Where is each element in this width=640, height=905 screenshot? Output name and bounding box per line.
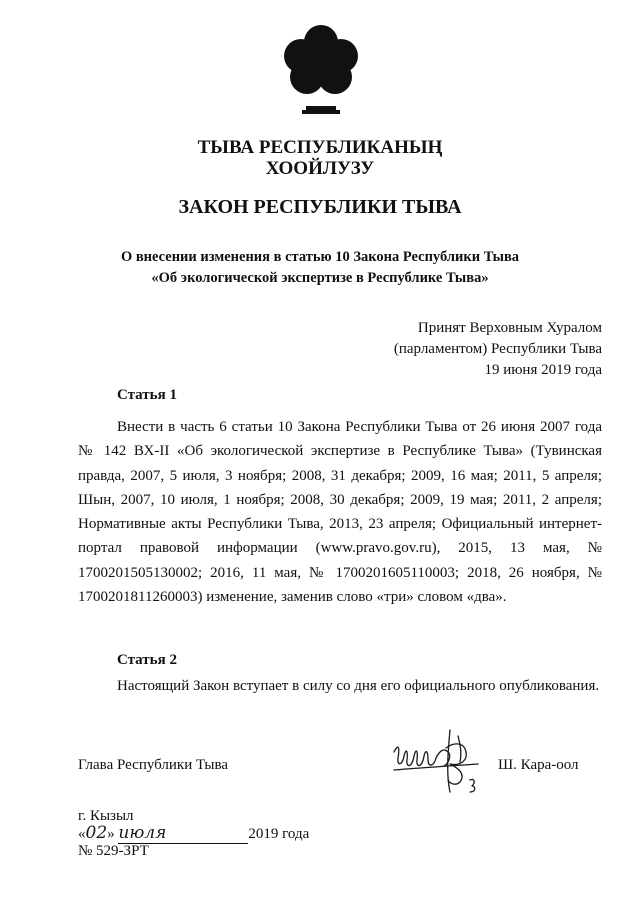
emblem-icon — [280, 22, 362, 116]
handwritten-signature — [388, 722, 484, 800]
date-quote-open: « — [78, 826, 86, 842]
article-1-text — [78, 415, 602, 609]
article-1-line: Шын, 2007, 10 июля, 1 ноября; 2008, 30 декабря; 2009, 19 мая; 2011, 2 апреля; — [78, 491, 602, 508]
signing-date — [78, 823, 309, 844]
subject-line-1: О внесении изменения в статью 10 Закона Республики Тыва — [120, 249, 520, 265]
adoption-line-2: (парламентом) Республики Тыва — [393, 341, 602, 357]
adoption-note — [282, 318, 602, 381]
adoption-date: 19 июня 2019 года — [484, 362, 602, 378]
article-1-heading: Статья 1 — [117, 387, 177, 403]
article-1-line: Нормативные акты Республики Тыва, 2013, 23 апреля; Официальный интернет- — [78, 516, 602, 533]
signatory-name: Ш. Кара-оол — [498, 757, 579, 773]
article-1-line: 1700201811260003) изменение, заменив слово «три» словом «два». — [78, 589, 507, 606]
header-line-1: ТЫВА РЕСПУБЛИКАНЫҢ — [197, 137, 443, 158]
article-2-heading: Статья 2 — [117, 652, 177, 668]
date-month: июля — [118, 823, 248, 844]
article-1-line: правда, 2007, 5 июля, 3 ноября; 2008, 31 декабря; 2009, 16 мая; 2011, 5 апреля; — [78, 467, 602, 484]
header-line-2: ХООЙЛУЗУ — [265, 158, 375, 179]
subject-line-2: «Об экологической экспертизе в Республике Тыва» — [151, 270, 489, 286]
date-day: 02 — [85, 823, 108, 843]
article-1-line: Внести в часть 6 статьи 10 Закона Республики Тыва от 26 июня 2007 года — [117, 419, 602, 435]
law-title: ЗАКОН РЕСПУБЛИКИ ТЫВА — [178, 196, 462, 218]
date-quote-close: » — [107, 826, 115, 842]
article-1-line: портал правовой информации (www.pravo.gov.ru), 2015, 13 мая, № — [78, 540, 602, 557]
signatory-position: Глава Республики Тыва — [78, 757, 229, 773]
article-1-line: 1700201505130002; 2016, 11 мая, № 1700201605110003; 2018, 26 ноября, № — [78, 564, 602, 581]
law-number: № 529-ЗРТ — [78, 843, 149, 859]
article-2-text: Настоящий Закон вступает в силу со дня его официального опубликования. — [117, 678, 600, 694]
adoption-line-1: Принят Верховным Хуралом — [417, 320, 602, 336]
city: г. Кызыл — [78, 808, 134, 824]
article-1-line: № 142 ВХ-II «Об экологической экспертизе в Республике Тыва» (Тувинская — [78, 443, 602, 460]
date-year: 2019 года — [248, 826, 310, 842]
